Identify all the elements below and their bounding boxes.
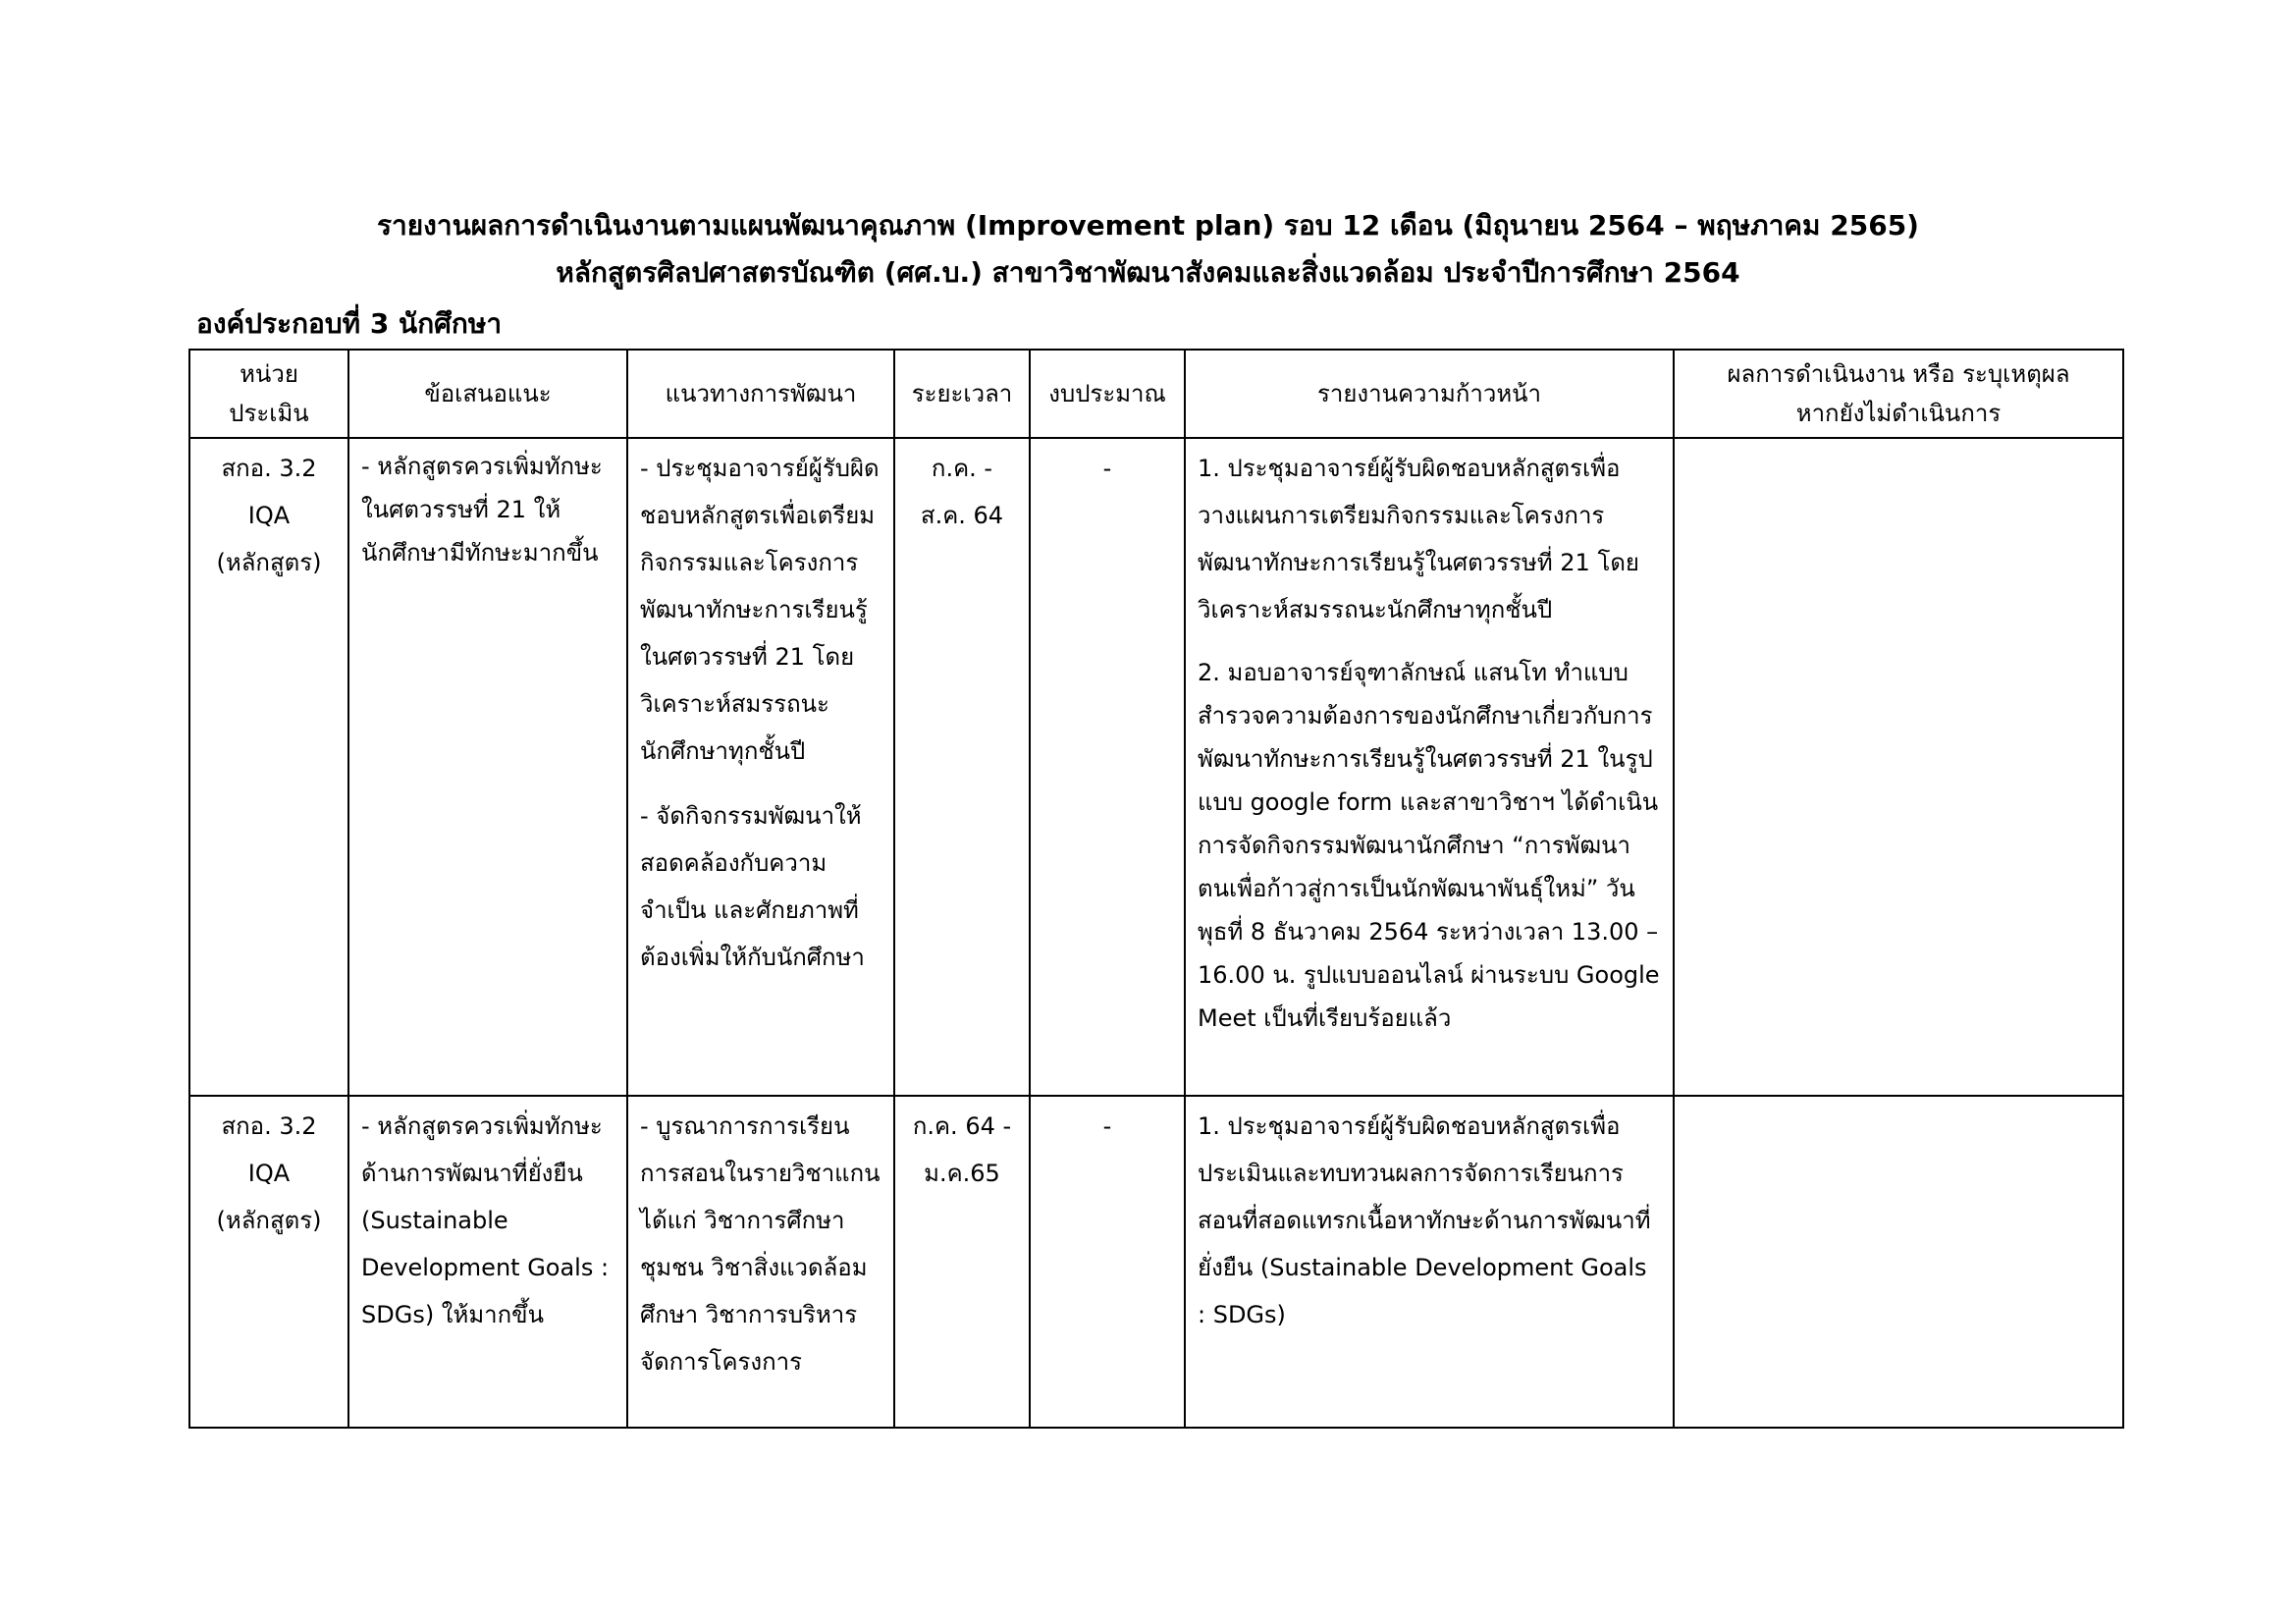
unit-type: IQA (247, 1160, 291, 1187)
section-heading: องค์ประกอบที่ 3 นักศึกษา (196, 307, 503, 340)
header-unit-line-1: หน่วย (240, 360, 298, 388)
period-end: ม.ค.65 (924, 1160, 1000, 1187)
cell-recommendation (348, 1096, 627, 1428)
header-budget: งบประมาณ (1030, 350, 1185, 438)
header-result (1674, 350, 2123, 438)
progress-item: 2. มอบอาจารย์จุฑาลักษณ์ แสนโท ทำแบบสำรวจความต้องการของนักศึกษาเกี่ยวกับการพัฒนาทักษะการเรียนรู้ในศตวรรษที่ 21 ในรูปแบบ google form และสาขาวิชาฯ ได้ดำเนินการจัดกิจกรรมพัฒนานักศึกษา “การพัฒนาตนเพื่อก้าวสู่การเป็นนักพัฒนาพันธุ์ใหม่” วันพุธที่ 8 ธันวาคม 2564 ระหว่างเวลา 13.00 – 16.00 น. รูปแบบออนไลน์ ผ่านระบบ Google Meet เป็นที่เรียบร้อยแล้ว (1198, 659, 1660, 1032)
cell-approach (627, 438, 894, 1096)
cell-budget: - (1030, 1096, 1185, 1428)
unit-scope: (หลักสูตร) (216, 1207, 322, 1234)
cell-approach (627, 1096, 894, 1428)
approach-item: - บูรณาการการเรียนการสอนในรายวิชาแกน ได้แก่ วิชาการศึกษาชุมชน วิชาสิ่งแวดล้อมศึกษา วิชาการบริหารจัดการโครงการ (640, 1112, 881, 1376)
header-result-line-1: ผลการดำเนินงาน หรือ ระบุเหตุผล (1727, 360, 2070, 388)
report-title: รายงานผลการดำเนินงานตามแผนพัฒนาคุณภาพ (Improvement plan) รอบ 12 เดือน (มิถุนายน 2564 – พฤษภาคม 2565) (377, 209, 1919, 242)
header-approach: แนวทางการพัฒนา (627, 350, 894, 438)
header-result-line-2: หากยังไม่ดำเนินการ (1795, 400, 2002, 427)
unit-code: สกอ. 3.2 (221, 455, 317, 482)
progress-item: 1. ประชุมอาจารย์ผู้รับผิดชอบหลักสูตรเพื่อประเมินและทบทวนผลการจัดการเรียนการสอนที่สอดแทรกเนื้อหาทักษะด้านการพัฒนาที่ยั่งยืน (Sustainable Development Goals : SDGs) (1198, 1112, 1651, 1328)
cell-result (1674, 1096, 2123, 1428)
approach-item: - จัดกิจกรรมพัฒนาให้สอดคล้องกับความจำเป็น และศักยภาพที่ต้องเพิ่มให้กับนักศึกษา (640, 802, 865, 971)
header-period: ระยะเวลา (894, 350, 1030, 438)
improvement-plan-table (188, 349, 2124, 1429)
approach-item: - ประชุมอาจารย์ผู้รับผิดชอบหลักสูตรเพื่อเตรียมกิจกรรมและโครงการพัฒนาทักษะการเรียนรู้ในศตวรรษที่ 21 โดยวิเคราะห์สมรรถนะนักศึกษาทุกชั้นปี (640, 455, 880, 765)
table-row (189, 438, 2123, 1096)
cell-unit (189, 1096, 348, 1428)
period-end: ส.ค. 64 (920, 502, 1004, 529)
unit-scope: (หลักสูตร) (216, 549, 322, 576)
period-start: ก.ค. 64 - (912, 1112, 1012, 1140)
recommendation-text: - หลักสูตรควรเพิ่มทักษะด้านการพัฒนาที่ยั่งยืน (Sustainable Development Goals : SDGs) ให้มากขึ้น (361, 1112, 610, 1328)
cell-budget: - (1030, 438, 1185, 1096)
progress-item: 1. ประชุมอาจารย์ผู้รับผิดชอบหลักสูตรเพื่อวางแผนการเตรียมกิจกรรมและโครงการพัฒนาทักษะการเรียนรู้ในศตวรรษที่ 21 โดยวิเคราะห์สมรรถนะนักศึกษาทุกชั้นปี (1198, 455, 1639, 623)
recommendation-text: - หลักสูตรควรเพิ่มทักษะในศตวรรษที่ 21 ให้นักศึกษามีทักษะมากขึ้น (361, 453, 603, 567)
cell-result (1674, 438, 2123, 1096)
cell-unit (189, 438, 348, 1096)
period-start: ก.ค. - (931, 455, 993, 482)
unit-type: IQA (247, 502, 291, 529)
cell-period (894, 1096, 1030, 1428)
table-header-row (189, 350, 2123, 438)
report-subtitle: หลักสูตรศิลปศาสตรบัณฑิต (ศศ.บ.) สาขาวิชาพัฒนาสังคมและสิ่งแวดล้อม ประจำปีการศึกษา 2564 (556, 256, 1740, 289)
cell-recommendation (348, 438, 627, 1096)
unit-code: สกอ. 3.2 (221, 1112, 317, 1140)
header-progress: รายงานความก้าวหน้า (1185, 350, 1674, 438)
cell-progress (1185, 438, 1674, 1096)
header-unit (189, 350, 348, 438)
header-unit-line-2: ประเมิน (229, 400, 309, 427)
cell-period (894, 438, 1030, 1096)
cell-progress (1185, 1096, 1674, 1428)
table-row (189, 1096, 2123, 1428)
header-recommendation: ข้อเสนอแนะ (348, 350, 627, 438)
